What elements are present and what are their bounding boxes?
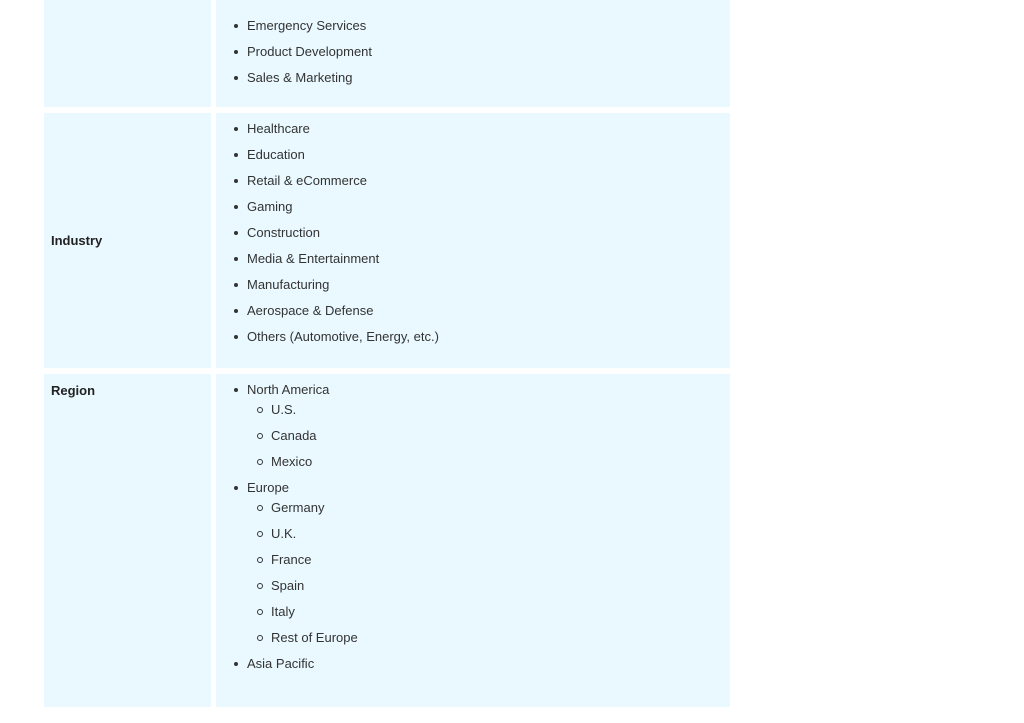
sub-list-item: U.S. — [247, 402, 730, 418]
sub-list — [247, 402, 730, 470]
list-item: Others (Automotive, Energy, etc.) — [229, 329, 730, 345]
list-item — [229, 480, 730, 646]
list-item: Gaming — [229, 199, 730, 215]
sub-list-item: Germany — [247, 500, 730, 516]
row-content — [216, 374, 730, 707]
list-item: Healthcare — [229, 121, 730, 137]
sub-list-item: Canada — [247, 428, 730, 444]
sub-list-item: Rest of Europe — [247, 630, 730, 646]
sub-list-item: Spain — [247, 578, 730, 594]
row-content — [216, 0, 730, 107]
list-item: Construction — [229, 225, 730, 241]
row-label-industry: Industry — [44, 113, 211, 368]
list-item-text: North America — [247, 382, 330, 397]
list-item: Sales & Marketing — [229, 70, 730, 86]
bullet-list — [229, 121, 730, 345]
table-row-industry — [44, 113, 730, 368]
list-item: Education — [229, 147, 730, 163]
table-row-application — [44, 0, 730, 107]
sub-list — [247, 500, 730, 646]
list-item: Aerospace & Defense — [229, 303, 730, 319]
row-label — [44, 0, 211, 107]
sub-list-item: Mexico — [247, 454, 730, 470]
row-label-region: Region — [44, 374, 211, 707]
list-item-text: Europe — [247, 480, 289, 495]
row-content — [216, 113, 730, 368]
bullet-list — [229, 18, 730, 86]
sub-list-item: U.K. — [247, 526, 730, 542]
list-item: Retail & eCommerce — [229, 173, 730, 189]
list-item: Asia Pacific — [229, 656, 730, 672]
list-item: Emergency Services — [229, 18, 730, 34]
list-item — [229, 382, 730, 470]
bullet-list — [229, 382, 730, 672]
table-row-region — [44, 374, 730, 707]
sub-list-item: France — [247, 552, 730, 568]
list-item: Media & Entertainment — [229, 251, 730, 267]
segmentation-table — [44, 0, 730, 713]
list-item: Manufacturing — [229, 277, 730, 293]
list-item: Product Development — [229, 44, 730, 60]
sub-list-item: Italy — [247, 604, 730, 620]
